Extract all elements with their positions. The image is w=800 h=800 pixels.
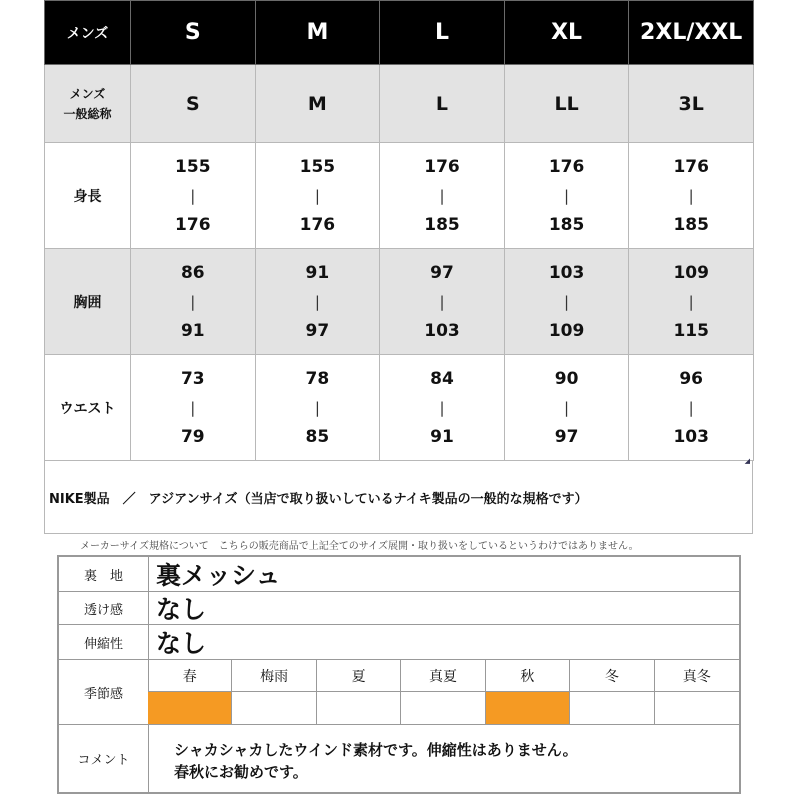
range-cell bbox=[131, 249, 256, 355]
range-cell bbox=[629, 355, 754, 461]
lining-label: 裏 地 bbox=[59, 557, 149, 591]
range-separator: | bbox=[190, 398, 196, 417]
range-cell bbox=[380, 249, 505, 355]
range-max: 103 bbox=[673, 426, 709, 447]
range-min: 103 bbox=[548, 262, 585, 283]
range-separator: | bbox=[564, 186, 570, 205]
season-marker bbox=[486, 692, 570, 724]
range-min: 84 bbox=[430, 368, 454, 389]
range-separator: | bbox=[314, 398, 320, 417]
size-header-row bbox=[45, 1, 754, 65]
range-cell bbox=[629, 143, 754, 249]
range-cell bbox=[504, 143, 629, 249]
range-min: 109 bbox=[673, 262, 709, 283]
season-name: 真夏 bbox=[401, 660, 485, 692]
season-name: 夏 bbox=[317, 660, 401, 692]
range-separator: | bbox=[439, 292, 445, 311]
general-size-cell: S bbox=[131, 65, 256, 143]
range-cell bbox=[255, 355, 380, 461]
range-min: 86 bbox=[180, 262, 205, 283]
range-max: 85 bbox=[305, 426, 330, 447]
season-marker bbox=[148, 692, 232, 724]
season-marker bbox=[317, 692, 401, 724]
range-max: 97 bbox=[554, 426, 579, 447]
range-cell bbox=[380, 355, 505, 461]
stretch-row bbox=[59, 625, 739, 660]
size-header-cell: M bbox=[255, 1, 380, 65]
range-max: 109 bbox=[548, 320, 585, 341]
range-min: 96 bbox=[679, 368, 704, 389]
range-min: 78 bbox=[305, 368, 330, 389]
range-cell bbox=[255, 143, 380, 249]
range-min: 91 bbox=[305, 262, 330, 283]
stretch-label: 伸縮性 bbox=[59, 625, 149, 659]
season-marker bbox=[570, 692, 654, 724]
range-max: 97 bbox=[305, 320, 330, 341]
material-table bbox=[57, 555, 741, 794]
height-label: 身長 bbox=[45, 143, 131, 249]
general-size-label: メンズ 一般総称 bbox=[45, 65, 131, 143]
range-max: 185 bbox=[673, 214, 709, 235]
range-cell bbox=[131, 355, 256, 461]
chest-row bbox=[45, 249, 754, 355]
range-separator: | bbox=[190, 292, 196, 311]
size-header-cell: XL bbox=[504, 1, 629, 65]
season-marker bbox=[232, 692, 316, 724]
range-max: 185 bbox=[548, 214, 585, 235]
range-cell bbox=[504, 249, 629, 355]
waist-row bbox=[45, 355, 754, 461]
maker-size-note: メーカーサイズ規格について こちらの販売商品で上記全てのサイズ展開・取り扱いをしているというわけではありません。 bbox=[80, 541, 639, 552]
season-marker bbox=[655, 692, 739, 724]
sheer-label: 透け感 bbox=[59, 592, 149, 624]
range-separator: | bbox=[564, 292, 570, 311]
range-min: 90 bbox=[554, 368, 579, 389]
season-name: 梅雨 bbox=[232, 660, 316, 692]
general-size-row bbox=[45, 65, 754, 143]
general-size-cell: L bbox=[380, 65, 505, 143]
lining-value: 裏メッシュ bbox=[156, 561, 281, 590]
range-min: 97 bbox=[430, 262, 454, 283]
range-separator: | bbox=[190, 186, 196, 205]
chest-label: 胸囲 bbox=[45, 249, 131, 355]
range-min: 176 bbox=[424, 156, 460, 177]
range-max: 91 bbox=[180, 320, 205, 341]
range-separator: | bbox=[688, 398, 694, 417]
range-separator: | bbox=[439, 398, 445, 417]
general-size-cell: LL bbox=[504, 65, 629, 143]
range-min: 176 bbox=[673, 156, 709, 177]
lining-row bbox=[59, 557, 739, 592]
sheer-value: なし bbox=[156, 595, 207, 624]
range-cell bbox=[380, 143, 505, 249]
range-max: 79 bbox=[180, 426, 205, 447]
general-size-cell: M bbox=[255, 65, 380, 143]
size-header-cell: S bbox=[131, 1, 256, 65]
range-min: 176 bbox=[548, 156, 585, 177]
season-marker bbox=[401, 692, 485, 724]
comment-row bbox=[59, 725, 739, 792]
range-separator: | bbox=[314, 186, 320, 205]
season-name: 真冬 bbox=[655, 660, 739, 692]
season-name: 秋 bbox=[486, 660, 570, 692]
sheer-row bbox=[59, 592, 739, 625]
range-max: 185 bbox=[424, 214, 460, 235]
waist-label: ウエスト bbox=[45, 355, 131, 461]
range-separator: | bbox=[439, 186, 445, 205]
range-max: 91 bbox=[430, 426, 454, 447]
range-cell bbox=[629, 249, 754, 355]
size-header-cell: L bbox=[380, 1, 505, 65]
season-grid bbox=[148, 660, 739, 724]
range-separator: | bbox=[688, 186, 694, 205]
range-max: 115 bbox=[673, 320, 709, 341]
stretch-value: なし bbox=[156, 629, 207, 658]
season-name: 春 bbox=[148, 660, 232, 692]
season-row bbox=[59, 660, 739, 725]
range-max: 103 bbox=[424, 320, 460, 341]
corner-resize-icon: ◢ bbox=[744, 457, 750, 465]
general-size-cell: 3L bbox=[629, 65, 754, 143]
season-name: 冬 bbox=[570, 660, 654, 692]
range-max: 176 bbox=[175, 214, 211, 235]
height-row bbox=[45, 143, 754, 249]
size-note-text: NIKE製品 ／ アジアンサイズ（当店で取り扱いしているナイキ製品の一般的な規格です） bbox=[49, 492, 588, 507]
range-separator: | bbox=[688, 292, 694, 311]
range-min: 155 bbox=[299, 156, 336, 177]
comment-label: コメント bbox=[59, 725, 149, 792]
range-cell bbox=[504, 355, 629, 461]
range-min: 155 bbox=[175, 156, 211, 177]
range-separator: | bbox=[314, 292, 320, 311]
range-cell bbox=[255, 249, 380, 355]
range-cell bbox=[131, 143, 256, 249]
size-note-box bbox=[44, 457, 753, 534]
size-header-cell: 2XL/XXL bbox=[629, 1, 754, 65]
range-separator: | bbox=[564, 398, 570, 417]
comment-line: 春秋にお勧めです。 bbox=[174, 763, 308, 781]
size-header-label: メンズ bbox=[45, 1, 131, 65]
season-label: 季節感 bbox=[59, 660, 149, 724]
size-chart-table bbox=[44, 0, 754, 461]
comment-line: シャカシャカしたウインド素材です。伸縮性はありません。 bbox=[174, 741, 578, 759]
range-max: 176 bbox=[299, 214, 336, 235]
range-min: 73 bbox=[180, 368, 205, 389]
comment-text bbox=[174, 739, 578, 783]
